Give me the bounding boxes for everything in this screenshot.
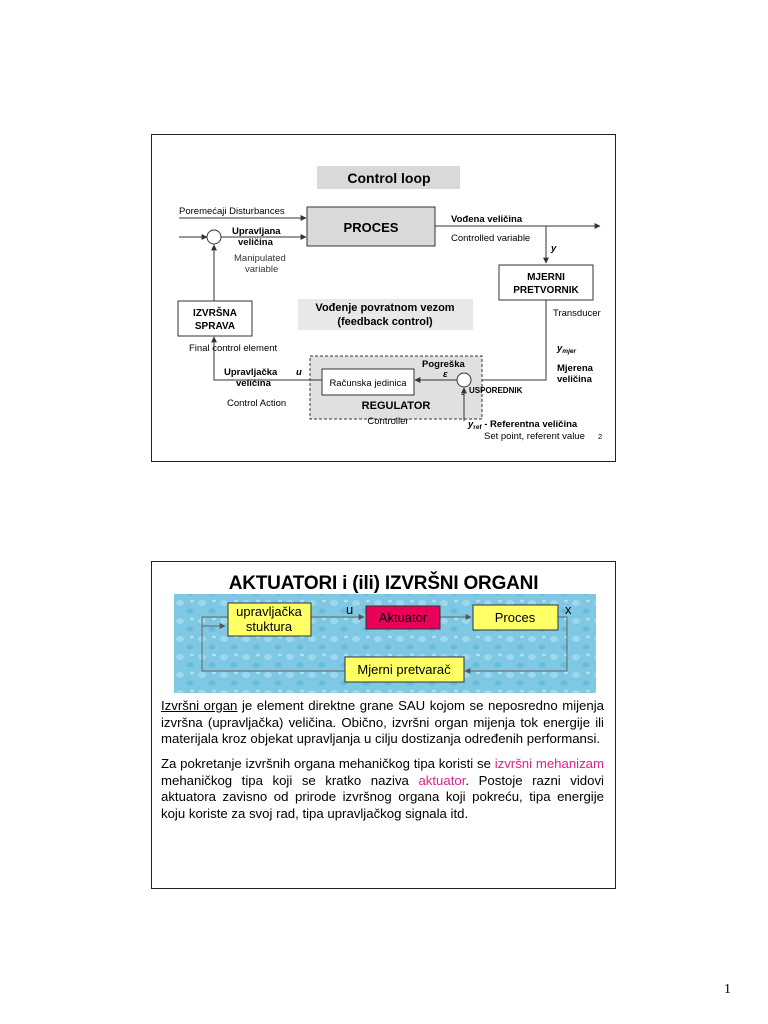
term-aktuator: aktuator [418, 772, 466, 788]
vodjenje-label-2: (feedback control) [337, 316, 433, 328]
u-label: u [296, 367, 302, 378]
paragraph-2-part-b: mehaničkog tipa koji se kratko naziva [161, 772, 419, 788]
page-number: 1 [724, 982, 731, 997]
control-action-label: Control Action [227, 398, 287, 409]
epsilon-label: ε [443, 369, 448, 380]
box1-label-1: upravljačka [236, 604, 302, 619]
mjerni-label-2: PRETVORNIK [513, 285, 579, 296]
paragraph-2-part-a: Za pokretanje izvršnih organa mehaničkog tipa koristi se [161, 756, 495, 771]
paragraph-aktuator [161, 756, 604, 822]
izvrsna-label-2: SPRAVA [194, 321, 236, 332]
box1-label-2: stuktura [245, 619, 293, 634]
comparator-circle [457, 373, 471, 387]
summing-junction [207, 230, 221, 244]
transducer-label: Transducer [553, 308, 601, 319]
aktuator-label: Aktuator [378, 610, 428, 625]
regulator-label: REGULATOR [361, 400, 431, 412]
paragraph-1-text: je element direktne grane SAU kojom se neposredno mijenja izvršna (upravljačka) veličina. Obično, izvršni organ mijenja tok energije ili materijala kroz objekat upravljanja u cilju dostizanja određenih performansi. [161, 698, 604, 747]
y-label: y [551, 243, 557, 254]
y-mjer-label: $y_{mjer}$ [557, 343, 577, 355]
minus-sign: - [461, 389, 464, 399]
slide-number: 2 [598, 432, 603, 441]
term-izvrsni-mehanizam: izvršni mehanizam [494, 756, 604, 771]
vodjena-label: Vođena veličina [451, 214, 523, 225]
disturbances-label: Poremećaji Disturbances [179, 206, 285, 217]
mjerena-label-2: veličina [557, 374, 592, 385]
paragraph-izvrsni-organ [161, 698, 604, 748]
proces-label: PROCES [343, 220, 399, 235]
final-control-element-label: Final control element [189, 343, 278, 354]
manipulated-label-1: Manipulated [234, 253, 286, 264]
yref-label: $y_{ref}$ - Referentna veličina [468, 419, 578, 431]
term-izvrsni-organ: Izvršni organ [161, 698, 238, 713]
mjerena-label-1: Mjerena [557, 363, 593, 374]
upravljana-label-2: veličina [238, 237, 273, 248]
slide-title: AKTUATORI i (ili) IZVRŠNI ORGANI [228, 573, 539, 594]
mjerni-label: Mjerni pretvarač [357, 662, 451, 677]
upravljacka-label-1: Upravljačka [224, 367, 278, 378]
vodjenje-label-1: Vođenje povratnom vezom [315, 302, 455, 314]
slide-control-loop [151, 134, 616, 462]
usporednik-label: USPOREDNIK [469, 386, 523, 395]
x-label: x [565, 602, 572, 617]
upravljana-label-1: Upravljana [232, 226, 281, 237]
controlled-variable-label: Controlled variable [451, 233, 531, 244]
manipulated-label-2: variable [245, 264, 279, 275]
pogreska-label: Pogreška [422, 359, 465, 370]
izvrsna-label-1: IZVRŠNA [193, 308, 237, 319]
control-loop-diagram [152, 135, 617, 463]
racunska-label: Računska jedinica [329, 378, 407, 389]
diagram-title: Control loop [347, 170, 431, 186]
upravljacka-label-2: veličina [236, 378, 271, 389]
setpoint-label: Set point, referent value [484, 431, 585, 442]
paragraph-2-part-c: . Postoje razni vidovi aktuatora zavisno od prirode izvršnog organa koji pokreću, tipa energije koju koriste za svoj rad, tipa upravljačkog signala itd. [161, 772, 604, 821]
proces-label: Proces [494, 610, 536, 625]
mjerni-label-1: MJERNI [527, 272, 565, 283]
controller-label: Controller [367, 416, 409, 427]
slide-aktuatori [151, 561, 616, 889]
u-label: u [346, 602, 354, 617]
